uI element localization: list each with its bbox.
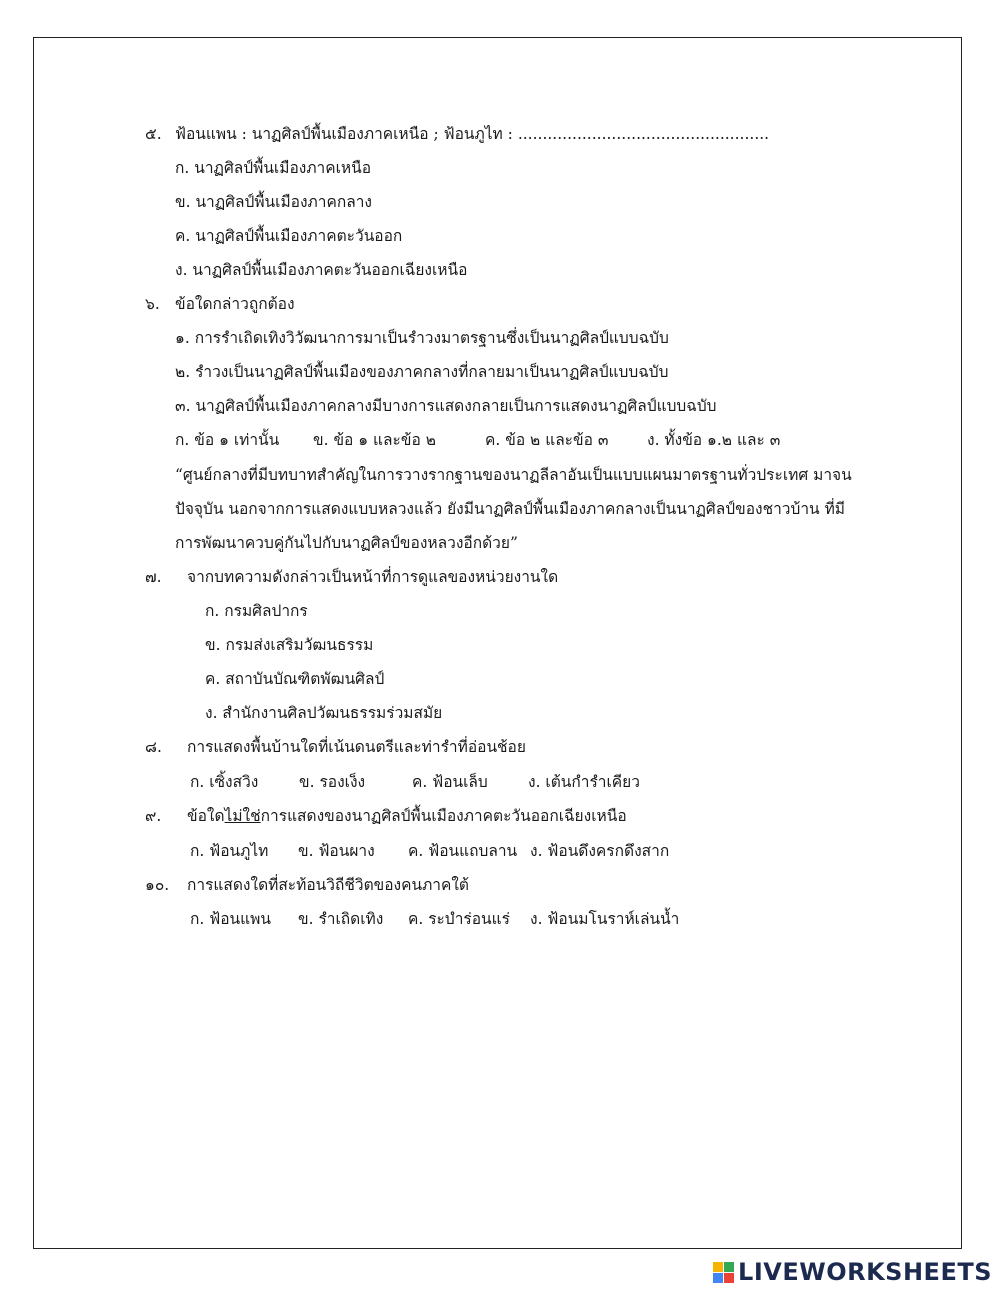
- passage-line: การพัฒนาควบคู่กันไปกับนาฏศิลป์ของหลวงอีกด้วย”: [175, 534, 518, 552]
- choice[interactable]: ง. ฟ้อนดึงครกดึงสาก: [530, 842, 670, 860]
- choice[interactable]: ค. ฟ้อนแถบลาน: [408, 842, 518, 860]
- question-prompt: ฟ้อนแพน : นาฏศิลป์พื้นเมืองภาคเหนือ ; ฟ้อนภูไท : ...................................................: [175, 125, 770, 143]
- question-8: [145, 736, 526, 758]
- choice[interactable]: ก. ฟ้อนแพน: [190, 910, 271, 928]
- choice[interactable]: ง. นาฏศิลป์พื้นเมืองภาคตะวันออกเฉียงเหนือ: [175, 261, 468, 279]
- question-prompt-start: ข้อใด: [187, 807, 225, 825]
- passage-line: “ศูนย์กลางที่มีบทบาทสำคัญในการวางรากฐานของนาฏลีลาอันเป็นแบบแผนมาตรฐานทั่วประเทศ มาจน: [175, 466, 852, 484]
- choice-row: [190, 840, 669, 862]
- choice[interactable]: ข. รองเง็ง: [299, 773, 366, 791]
- question-prompt: การแสดงพื้นบ้านใดที่เน้นดนตรีและท่ารำที่อ่อนช้อย: [187, 738, 526, 756]
- worksheet-frame: [33, 37, 962, 1249]
- question-5: [145, 123, 769, 145]
- question-prompt: ข้อใดกล่าวถูกต้อง: [175, 295, 295, 313]
- choice-row: [190, 908, 679, 930]
- choice[interactable]: ค. ข้อ ๒ และข้อ ๓: [485, 431, 609, 449]
- choice-row: [190, 771, 640, 793]
- question-prompt: การแสดงใดที่สะท้อนวิถีชีวิตของคนภาคใต้: [187, 876, 469, 894]
- question-number: ๖.: [145, 295, 160, 313]
- choice[interactable]: ง. เต้นกำรำเคียว: [528, 773, 640, 791]
- choice[interactable]: ง. สำนักงานศิลปวัฒนธรรมร่วมสมัย: [205, 704, 443, 722]
- question-prompt-end: การแสดงของนาฏศิลป์พื้นเมืองภาคตะวันออกเฉียงเหนือ: [260, 807, 627, 825]
- passage-line: ปัจจุบัน นอกจากการแสดงแบบหลวงแล้ว ยังมีนาฏศิลป์พื้นเมืองภาคกลางเป็นนาฏศิลป์ของชาวบ้าน ที่มี: [175, 500, 846, 518]
- liveworksheets-brand: [713, 1258, 992, 1286]
- question-number: ๕.: [145, 125, 162, 143]
- choice[interactable]: ก. นาฏศิลป์พื้นเมืองภาคเหนือ: [175, 159, 372, 177]
- statement: ๑. การรำเถิดเทิงวิวัฒนาการมาเป็นรำวงมาตรฐานซึ่งเป็นนาฏศิลป์แบบฉบับ: [175, 329, 669, 347]
- choice[interactable]: ข. ข้อ ๑ และข้อ ๒: [313, 431, 436, 449]
- choice-row: [175, 429, 780, 451]
- choice[interactable]: ก. เซิ้งสวิง: [190, 773, 259, 791]
- choice[interactable]: ข. รำเถิดเทิง: [298, 910, 384, 928]
- choice[interactable]: ข. ฟ้อนผาง: [298, 842, 375, 860]
- choice[interactable]: ค. สถาบันบัณฑิตพัฒนศิลป์: [205, 670, 385, 688]
- liveworksheets-logo-icon: [713, 1262, 734, 1283]
- choice[interactable]: ข. กรมส่งเสริมวัฒนธรรม: [205, 636, 374, 654]
- question-number: ๘.: [145, 738, 162, 756]
- choice[interactable]: ข. นาฏศิลป์พื้นเมืองภาคกลาง: [175, 193, 372, 211]
- statement: ๓. นาฏศิลป์พื้นเมืองภาคกลางมีบางการแสดงกลายเป็นการแสดงนาฏศิลป์แบบฉบับ: [175, 397, 717, 415]
- brand-name: LIVEWORKSHEETS: [738, 1258, 992, 1286]
- question-number: ๑๐.: [145, 876, 170, 894]
- question-number: ๙.: [145, 807, 162, 825]
- choice[interactable]: ค. นาฏศิลป์พื้นเมืองภาคตะวันออก: [175, 227, 403, 245]
- question-prompt: จากบทความดังกล่าวเป็นหน้าที่การดูแลของหน่วยงานใด: [187, 568, 559, 586]
- choice[interactable]: ก. ฟ้อนภูไท: [190, 842, 269, 860]
- choice[interactable]: ก. กรมศิลปากร: [205, 602, 308, 620]
- question-10: [145, 874, 469, 896]
- choice[interactable]: ค. ฟ้อนเล็บ: [412, 773, 488, 791]
- question-number: ๗.: [145, 568, 162, 586]
- choice[interactable]: ก. ข้อ ๑ เท่านั้น: [175, 431, 280, 449]
- choice[interactable]: ค. ระบำร่อนแร่: [408, 910, 510, 928]
- question-prompt-negation: ไม่ใช่: [224, 807, 261, 825]
- choice[interactable]: ง. ฟ้อนมโนราห์เล่นน้ำ: [530, 910, 680, 928]
- question-7: [145, 566, 558, 588]
- question-6: [145, 293, 295, 315]
- choice[interactable]: ง. ทั้งข้อ ๑.๒ และ ๓: [647, 431, 781, 449]
- statement: ๒. รำวงเป็นนาฏศิลป์พื้นเมืองของภาคกลางที่กลายมาเป็นนาฏศิลป์แบบฉบับ: [175, 363, 669, 381]
- question-9: [145, 805, 627, 827]
